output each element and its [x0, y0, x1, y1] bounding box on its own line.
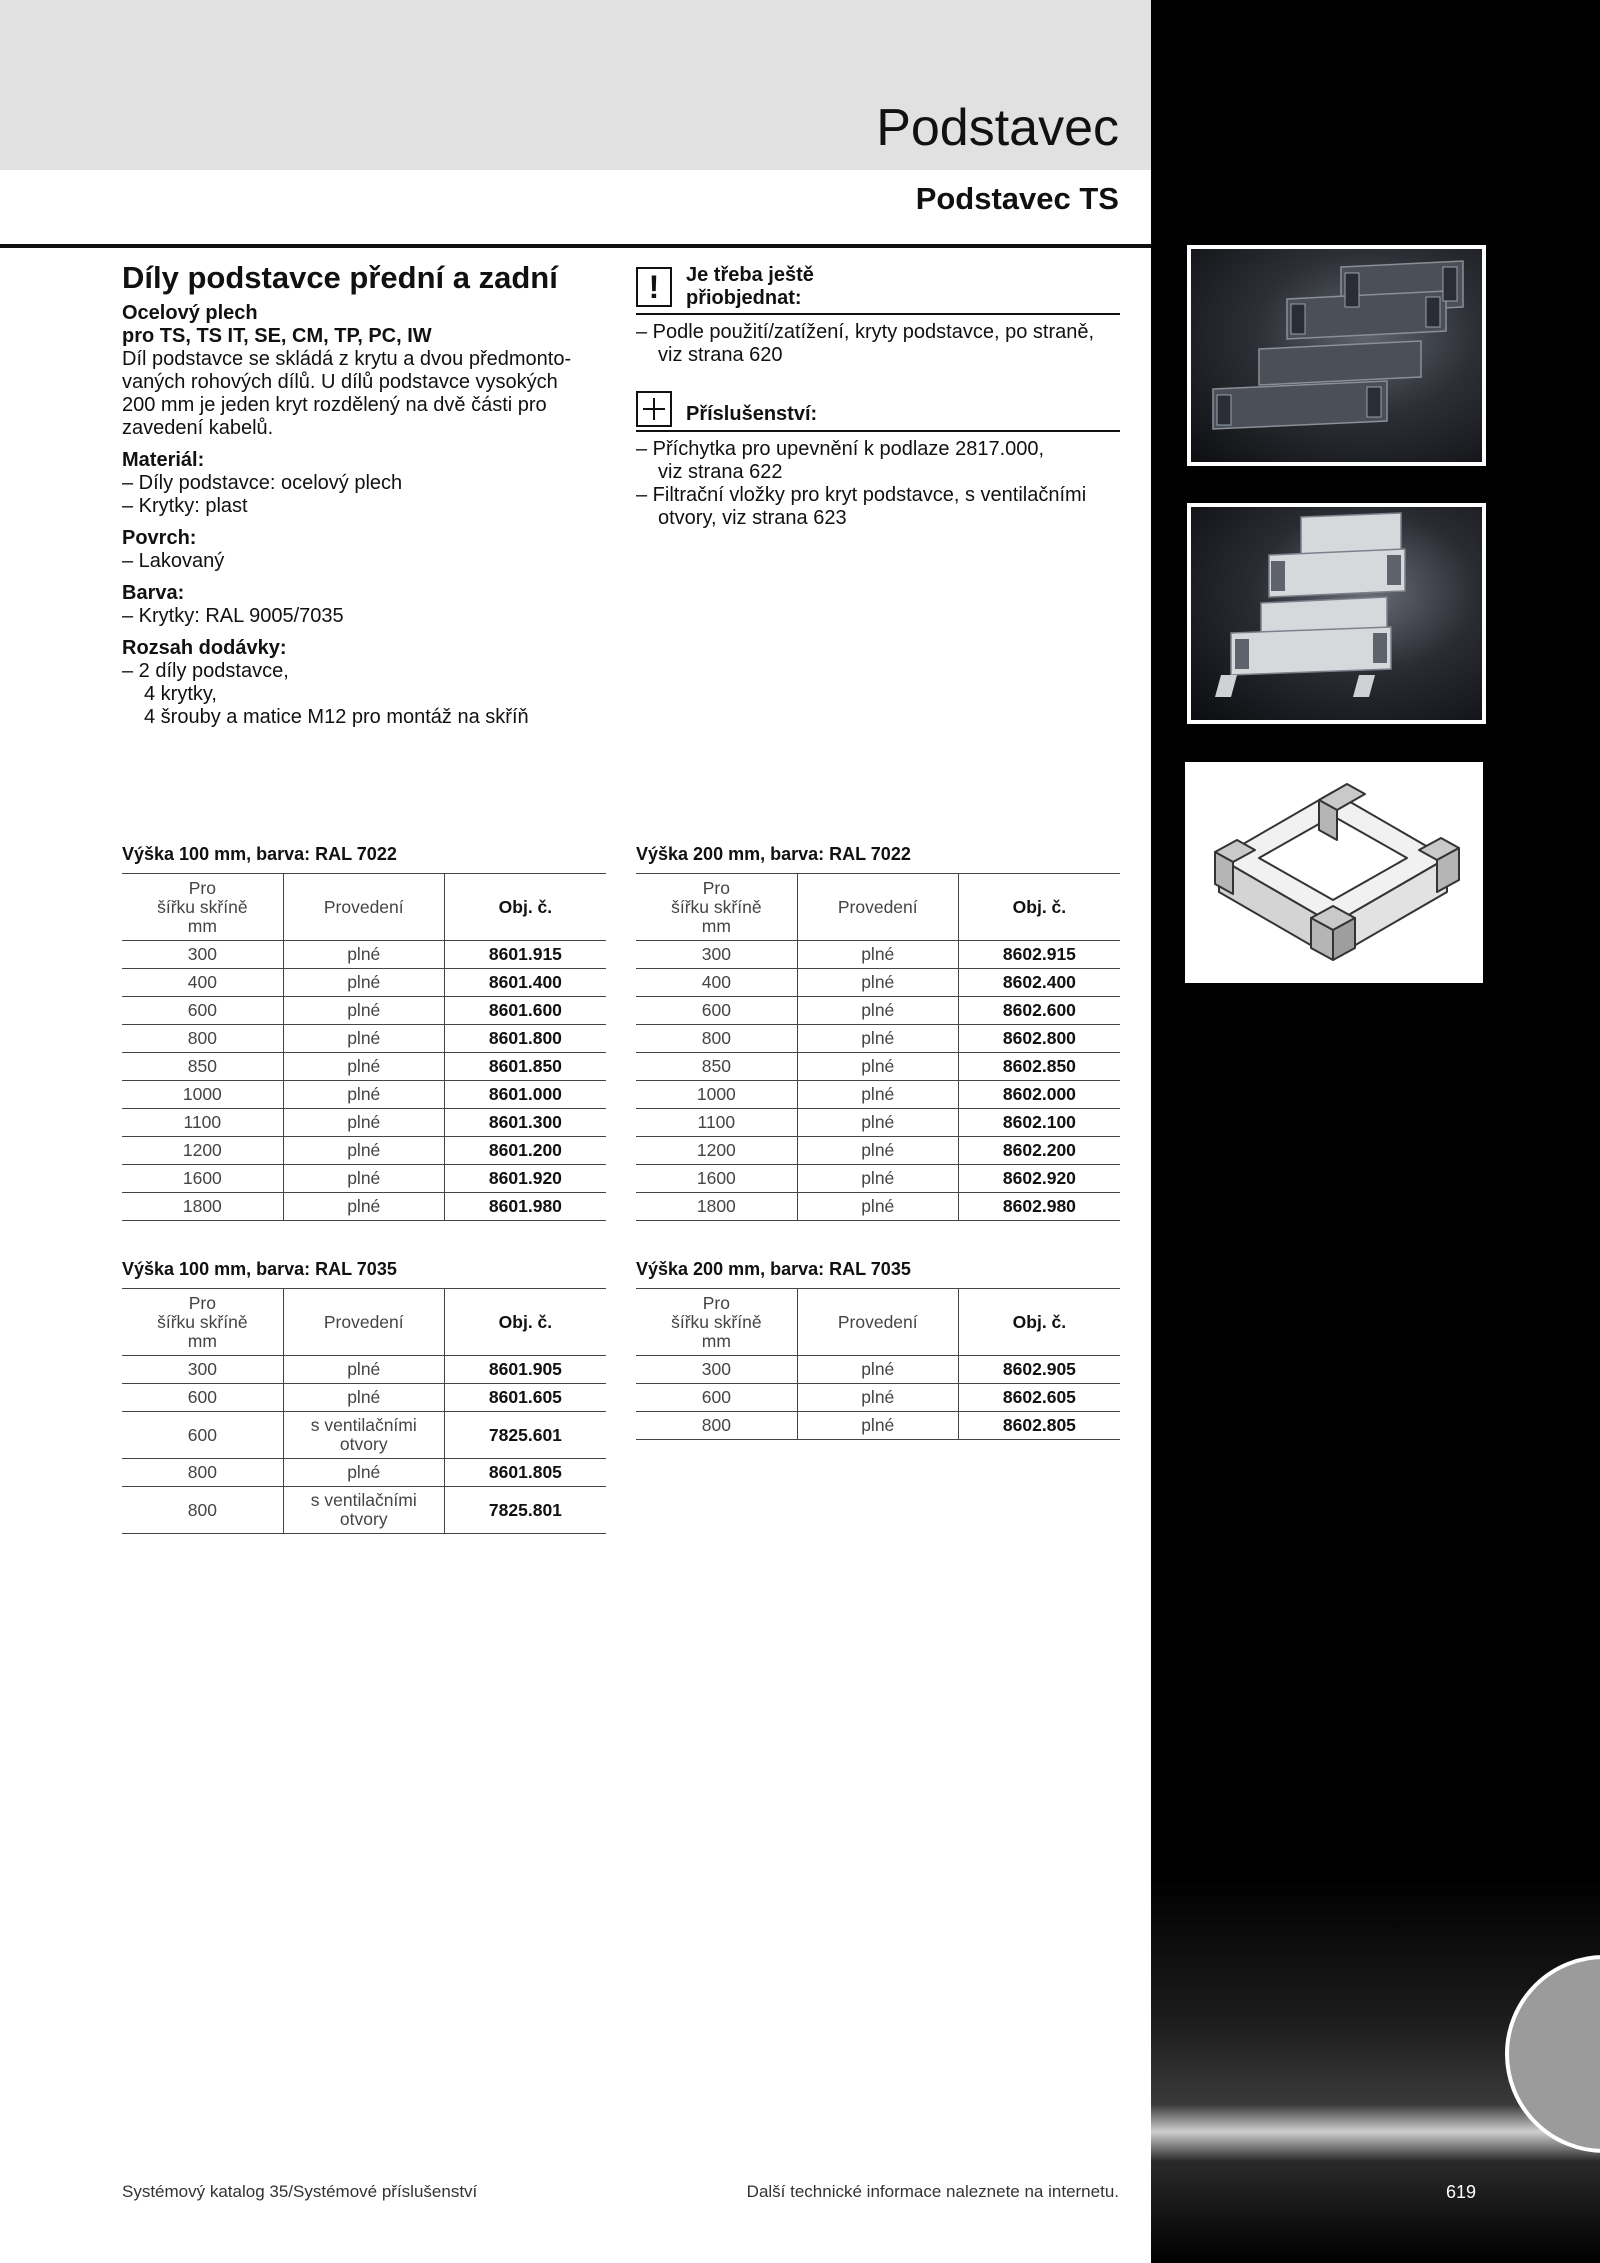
cell-width: 600 [636, 1384, 797, 1412]
table-row [636, 1356, 1120, 1384]
table-body [122, 941, 606, 1221]
cell-design: plné [283, 1459, 444, 1487]
scope-item-cont: 4 krytky, [144, 683, 217, 705]
table-row [636, 1137, 1120, 1165]
col-width-line: Pro [188, 1292, 216, 1313]
order-also-header [636, 264, 1120, 315]
product-description-text [122, 348, 602, 440]
cell-width: 600 [122, 1412, 283, 1459]
order-also-title: přiobjednat: [686, 287, 802, 309]
cell-order-number: 8601.905 [444, 1356, 606, 1384]
cell-order-number: 8601.920 [444, 1165, 606, 1193]
product-drawing [1185, 762, 1483, 983]
order-table [122, 873, 606, 1221]
table-row [636, 1165, 1120, 1193]
col-order-header: Obj. č. [444, 1289, 606, 1356]
cell-width: 850 [122, 1053, 283, 1081]
cell-order-number: 8602.000 [958, 1081, 1120, 1109]
cell-order-number: 8601.980 [444, 1193, 606, 1221]
table-caption: Výška 100 mm, barva: RAL 7022 [122, 844, 397, 864]
cell-order-number: 8601.200 [444, 1137, 606, 1165]
table-row [636, 1109, 1120, 1137]
table-row [122, 1384, 606, 1412]
table-row [636, 1193, 1120, 1221]
table-row [636, 1025, 1120, 1053]
accessories-list [636, 438, 1120, 530]
cell-width: 1100 [636, 1109, 797, 1137]
cell-design: plné [797, 1053, 958, 1081]
table-row [636, 941, 1120, 969]
cell-order-number: 8602.850 [958, 1053, 1120, 1081]
product-photo-anthracite [1187, 245, 1486, 466]
col-width-line: mm [701, 1330, 731, 1351]
cell-order-number: 8602.600 [958, 997, 1120, 1025]
cell-design: plné [797, 1109, 958, 1137]
plus-icon [636, 391, 672, 427]
table-row [636, 1384, 1120, 1412]
product-compatibility: pro TS, TS IT, SE, CM, TP, PC, IW [122, 325, 432, 347]
cell-design: plné [283, 1025, 444, 1053]
table-200-ral7022 [636, 844, 1120, 1221]
cell-width: 800 [122, 1459, 283, 1487]
cell-width: 300 [636, 941, 797, 969]
page-number: 619 [1446, 2182, 1477, 2202]
table-row [122, 1356, 606, 1384]
table-row [122, 1412, 606, 1459]
cell-order-number: 7825.601 [444, 1412, 606, 1459]
color-heading: Barva: [122, 582, 185, 604]
cell-design: plné [797, 1384, 958, 1412]
table-body [122, 1356, 606, 1534]
description-line: zavedení kabelů. [122, 417, 274, 439]
cell-order-number: 8601.600 [444, 997, 606, 1025]
cell-design: plné [283, 1109, 444, 1137]
scope-item: – 2 díly podstavce, [122, 660, 289, 682]
col-width-header [636, 1289, 797, 1356]
table-body [636, 941, 1120, 1221]
cell-width: 300 [122, 1356, 283, 1384]
table-row [122, 1487, 606, 1534]
cell-width: 1800 [636, 1193, 797, 1221]
table-caption: Výška 100 mm, barva: RAL 7035 [122, 1259, 397, 1279]
product-material-label: Ocelový plech [122, 302, 258, 324]
cell-order-number: 8602.200 [958, 1137, 1120, 1165]
surface-item: – Lakovaný [122, 550, 225, 572]
col-width-line: mm [187, 915, 217, 936]
scope-heading: Rozsah dodávky: [122, 637, 287, 659]
footer-info: Další technické informace naleznete na internetu. [746, 2182, 1119, 2201]
cell-design: plné [283, 1356, 444, 1384]
footer-catalog: Systémový katalog 35/Systémové příslušenství [122, 2182, 478, 2201]
table-row [122, 1025, 606, 1053]
col-order-header: Obj. č. [444, 874, 606, 941]
order-also-list [636, 321, 1120, 367]
cell-order-number: 8602.100 [958, 1109, 1120, 1137]
cell-width: 1000 [122, 1081, 283, 1109]
table-row [636, 1081, 1120, 1109]
accessories-header [636, 391, 1120, 432]
table-caption: Výška 200 mm, barva: RAL 7022 [636, 844, 911, 864]
product-heading: Díly podstavce přední a zadní [122, 260, 558, 295]
table-row [122, 1081, 606, 1109]
material-heading: Materiál: [122, 449, 205, 471]
product-description [122, 260, 602, 729]
accessory-item: – Filtrační vložky pro kryt podstavce, s ventilačními [636, 484, 1087, 506]
cell-width: 1600 [636, 1165, 797, 1193]
table-row [636, 1053, 1120, 1081]
cell-design: plné [797, 1165, 958, 1193]
cell-design: plné [797, 1356, 958, 1384]
cell-design: plné [797, 1412, 958, 1440]
cell-order-number: 8601.915 [444, 941, 606, 969]
col-width-line: šířku skříně [671, 896, 762, 917]
table-100-ral7035 [122, 1259, 606, 1534]
surface-heading: Povrch: [122, 527, 197, 549]
material-item: – Krytky: plast [122, 495, 248, 517]
table-200-ral7035 [636, 1259, 1120, 1440]
col-design-header: Provedení [283, 874, 444, 941]
table-100-ral7022 [122, 844, 606, 1221]
order-table [636, 873, 1120, 1221]
accessory-item: – Příchytka pro upevnění k podlaze 2817.000, [636, 438, 1045, 460]
table-row [122, 1137, 606, 1165]
cell-order-number: 7825.801 [444, 1487, 606, 1534]
col-design-header: Provedení [797, 874, 958, 941]
order-notes [636, 264, 1120, 530]
table-row [122, 1109, 606, 1137]
cell-order-number: 8602.805 [958, 1412, 1120, 1440]
color-item: – Krytky: RAL 9005/7035 [122, 605, 344, 627]
table-row [122, 1165, 606, 1193]
cell-design: s ventilačními otvory [283, 1487, 444, 1534]
cell-width: 600 [122, 997, 283, 1025]
col-width-line: šířku skříně [671, 1311, 762, 1332]
order-also-item: – Podle použití/zatížení, kryty podstavce, po straně, [636, 321, 1095, 343]
cell-design: plné [283, 941, 444, 969]
page-subtitle: Podstavec TS [915, 181, 1119, 216]
order-table [122, 1288, 606, 1534]
cell-width: 600 [636, 997, 797, 1025]
cell-order-number: 8601.805 [444, 1459, 606, 1487]
cell-order-number: 8602.400 [958, 969, 1120, 997]
cell-order-number: 8602.905 [958, 1356, 1120, 1384]
table-row [122, 997, 606, 1025]
order-table [636, 1288, 1120, 1440]
cell-order-number: 8601.300 [444, 1109, 606, 1137]
table-row [636, 997, 1120, 1025]
col-width-line: Pro [188, 877, 216, 898]
cell-order-number: 8602.915 [958, 941, 1120, 969]
table-row [636, 969, 1120, 997]
cell-design: plné [283, 1081, 444, 1109]
cell-design: plné [283, 1384, 444, 1412]
cell-order-number: 8601.605 [444, 1384, 606, 1412]
table-row [122, 1053, 606, 1081]
table-row [122, 969, 606, 997]
page-title: Podstavec [876, 99, 1119, 157]
cell-design: plné [283, 1165, 444, 1193]
col-design-header: Provedení [797, 1289, 958, 1356]
cell-width: 1000 [636, 1081, 797, 1109]
order-also-item-cont: viz strana 620 [658, 344, 783, 366]
cell-width: 800 [122, 1025, 283, 1053]
cell-width: 300 [636, 1356, 797, 1384]
col-width-line: mm [187, 1330, 217, 1351]
description-line: Díl podstavce se skládá z krytu a dvou předmonto- [122, 348, 572, 370]
exclamation-icon: ! [636, 267, 672, 307]
cell-order-number: 8602.920 [958, 1165, 1120, 1193]
cell-design: plné [797, 1137, 958, 1165]
description-line: vaných rohových dílů. U dílů podstavce vysokých [122, 371, 558, 393]
cell-design: plné [283, 997, 444, 1025]
cell-design: plné [283, 1053, 444, 1081]
cell-width: 300 [122, 941, 283, 969]
table-row [122, 941, 606, 969]
cell-order-number: 8602.605 [958, 1384, 1120, 1412]
cell-width: 800 [636, 1025, 797, 1053]
col-width-line: Pro [702, 877, 730, 898]
material-item: – Díly podstavce: ocelový plech [122, 472, 403, 494]
scope-item-cont: 4 šrouby a matice M12 pro montáž na skříň [144, 706, 529, 728]
description-line: 200 mm je jeden kryt rozdělený na dvě části pro [122, 394, 547, 416]
cell-order-number: 8602.800 [958, 1025, 1120, 1053]
cell-order-number: 8602.980 [958, 1193, 1120, 1221]
cell-order-number: 8601.400 [444, 969, 606, 997]
cell-design: plné [797, 969, 958, 997]
col-width-header [636, 874, 797, 941]
col-width-line: šířku skříně [157, 1311, 248, 1332]
cell-design: plné [283, 1137, 444, 1165]
cell-width: 400 [636, 969, 797, 997]
col-design-header: Provedení [283, 1289, 444, 1356]
cell-design: plné [797, 1025, 958, 1053]
table-caption: Výška 200 mm, barva: RAL 7035 [636, 1259, 911, 1279]
cell-width: 850 [636, 1053, 797, 1081]
table-row [122, 1459, 606, 1487]
cell-width: 1100 [122, 1109, 283, 1137]
cell-order-number: 8601.800 [444, 1025, 606, 1053]
cell-width: 600 [122, 1384, 283, 1412]
cell-design: s ventilačními otvory [283, 1412, 444, 1459]
title-divider [0, 244, 1151, 248]
cell-design: plné [797, 941, 958, 969]
col-width-header [122, 874, 283, 941]
table-row [636, 1412, 1120, 1440]
cell-width: 800 [636, 1412, 797, 1440]
cell-design: plné [283, 1193, 444, 1221]
cell-design: plné [797, 1193, 958, 1221]
table-row [122, 1193, 606, 1221]
col-order-header: Obj. č. [958, 874, 1120, 941]
cell-width: 1200 [122, 1137, 283, 1165]
cell-design: plné [283, 969, 444, 997]
cell-design: plné [797, 997, 958, 1025]
cell-width: 1200 [636, 1137, 797, 1165]
accessories-title: Příslušenství: [686, 402, 818, 425]
col-width-header [122, 1289, 283, 1356]
cell-width: 1600 [122, 1165, 283, 1193]
cell-order-number: 8601.000 [444, 1081, 606, 1109]
cell-width: 800 [122, 1487, 283, 1534]
col-width-line: šířku skříně [157, 896, 248, 917]
col-width-line: Pro [702, 1292, 730, 1313]
cell-width: 1800 [122, 1193, 283, 1221]
table-body [636, 1356, 1120, 1440]
col-width-line: mm [701, 915, 731, 936]
accessory-item-cont: viz strana 622 [658, 461, 783, 483]
cell-order-number: 8601.850 [444, 1053, 606, 1081]
order-also-title: Je třeba ještě [686, 264, 814, 286]
cell-width: 400 [122, 969, 283, 997]
cell-design: plné [797, 1081, 958, 1109]
col-order-header: Obj. č. [958, 1289, 1120, 1356]
product-photo-light-grey [1187, 503, 1486, 724]
accessory-item-cont: otvory, viz strana 623 [658, 507, 847, 529]
